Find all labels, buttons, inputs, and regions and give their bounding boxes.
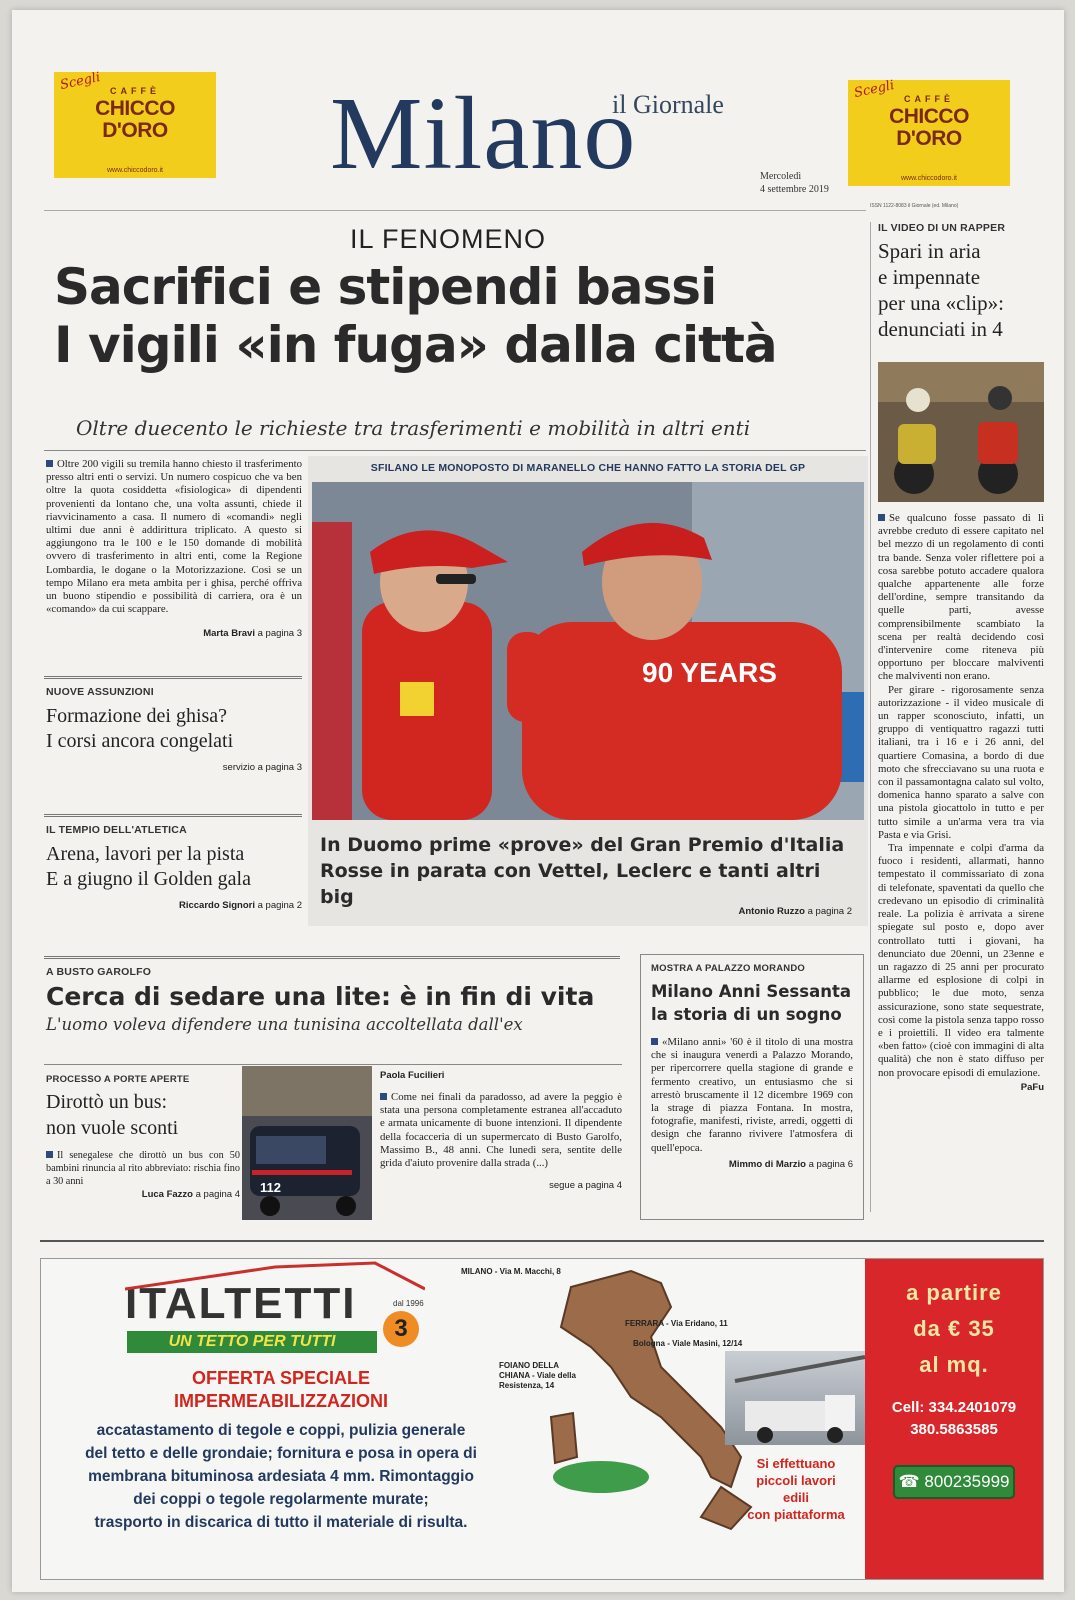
f1-headline[interactable]: In Duomo prime «prove» del Gran Premio d'Italia Rosse in parata con Vettel, Leclerc e tanti altri big <box>320 834 845 908</box>
busto-subhead: L'uomo voleva difendere una tunisina accoltellata dall'ex <box>46 1015 523 1034</box>
bullet-icon <box>878 514 885 521</box>
bus-byline: Luca Fazzo a pagina 4 <box>141 1188 240 1200</box>
ad-price: a partire da € 35 al mq. <box>906 1280 1002 1377</box>
lead-body: Oltre 200 vigili su tremila hanno chiesto il trasferimento presso altri enti o servizi. Un numero cospicuo che va ben oltre la quota cosiddetta «fisiologica» di dipendenti provenienti da lontano che, una volta assunti, chiede il riavvicinamento a casa. Il numero di «comandi» negli ultimi due anni è addirittura triplicato. A questo si aggiungono tra le 100 e le 150 domande di mobilità ovvero di trasferimento in altri enti, come la Regione Lombardia, le dogane o la Motorizzazione. Così se un tempo Milano era meta ambita per i ghisa, perché offriva un buono stipendio e possibilità di carriera, ora è un «comando» da cui scappare. <box>46 458 302 616</box>
newspaper-page <box>12 10 1064 1592</box>
bus-article[interactable] <box>46 1074 240 1200</box>
section-rule <box>44 1064 622 1065</box>
coffee-ad-scegli: Scegli <box>58 69 102 94</box>
atletica-headline: Arena, lavori per la pista E a giugno il Golden gala <box>46 843 251 890</box>
lead-rule <box>44 450 866 451</box>
police-car-photo[interactable] <box>242 1066 372 1220</box>
morando-byline: Mimmo di Marzio a pagina 6 <box>728 1158 853 1170</box>
morando-headline: Milano Anni Sessanta la storia di un sogno <box>651 982 851 1024</box>
police-car-plate: 112 <box>260 1180 281 1195</box>
busto-byline: Paola Fucilieri <box>380 1070 445 1081</box>
issn-line: ISSN 1122-8083 il Giornale (ed. Milano) <box>870 203 959 209</box>
rapper-headline: Spari in aria e impennate per una «clip»: denunciati in 4 <box>878 239 1004 341</box>
rapper-header[interactable] <box>878 222 1048 342</box>
bus-body: Il senegalese che dirottò un bus con 50 bambini rinuncia al rito abbreviato: rischia fino a 30 anni <box>46 1150 240 1188</box>
f1-kicker: SFILANO LE MONOPOSTO DI MARANELLO CHE HANNO FATTO LA STORIA DEL GP <box>370 462 806 474</box>
lead-headline[interactable]: Sacrifici e stipendi bassi I vigili «in fuga» dalla città <box>54 258 777 374</box>
coffee-ad-url: www.chiccodoro.it <box>106 167 164 174</box>
atletica-kicker: IL TEMPIO DELL'ATLETICA <box>46 824 187 836</box>
coffee-ad-right[interactable] <box>848 77 1010 186</box>
rapper-body-3: Tra impennate e colpi d'arma da fuoco i residenti, allarmati, hanno tempestato il commissariato di zona di telefonate, spaventati da quello che credevano un episodio di criminalità reale. La polizia è arrivata a sirene spiegate sul posto e, dopo aver controllato tutti i giovani, ha denunciato due 20enni, un 23enne e un ragazzo di 25 anni per procurato allarme ed esplosione di colpi in pubblico; le due moto, senza assicurazione, sono state sequestrate, così come la pistola senza tappo rosso e i proiettili. Il video era talmente «ben fatto» (cioè con immagini di alta qualità) che non è stato diffuso per non provocare episodi di emulazione. <box>878 842 1044 1079</box>
masthead-rule <box>44 210 866 211</box>
assunzioni-kicker: NUOVE ASSUNZIONI <box>46 686 154 698</box>
coffee-ad-brand: CHICCO D'ORO <box>95 97 175 142</box>
ad-since: dal 1996 <box>393 1299 424 1308</box>
atletica-article[interactable] <box>46 824 302 911</box>
coffee-ad-left[interactable] <box>54 69 216 178</box>
column-divider <box>44 814 302 817</box>
issue-date: Mercoledì 4 settembre 2019 <box>760 171 829 195</box>
morando-kicker: MOSTRA A PALAZZO MORANDO <box>651 963 805 974</box>
coffee-ad-url: www.chiccodoro.it <box>900 175 958 182</box>
busto-article <box>380 1070 622 1191</box>
bullet-icon <box>46 1151 53 1158</box>
bus-kicker: PROCESSO A PORTE APERTE <box>46 1074 190 1085</box>
ad-price-panel <box>865 1259 1043 1580</box>
truck-illustration <box>725 1351 871 1445</box>
ad-brand: ITALTETTI <box>125 1279 357 1328</box>
bus-headline: Dirottò un bus: non vuole sconti <box>46 1091 179 1139</box>
bullet-icon <box>46 460 53 467</box>
coffee-ad-scegli: Scegli <box>852 77 896 102</box>
truck-photo <box>725 1351 871 1445</box>
morando-box[interactable] <box>640 954 864 1220</box>
assunzioni-article[interactable] <box>46 686 302 773</box>
busto-header[interactable] <box>46 966 636 1034</box>
motorbike-photo-illustration <box>878 362 1044 502</box>
coffee-ad-brand: CHICCO D'ORO <box>889 105 969 150</box>
lead-subhead: Oltre duecento le richieste tra trasferimenti e mobilità in altri enti <box>76 416 751 440</box>
italtetti-ad[interactable] <box>40 1258 1044 1580</box>
ad-top-rule <box>40 1240 1044 1242</box>
publication-name: il Giornale <box>612 90 724 119</box>
coffee-ad-caffe: CAFFÈ <box>904 94 954 104</box>
coffee-ad-caffe: CAFFÈ <box>110 86 160 96</box>
busto-body: Come nei finali da paradosso, ad avere la peggio è stata una persona completamente estranea all'accaduto e armata unicamente di buone intenzioni. Il dipendente della focacceria di un supermercato di Busto Garolfo, Massimo B., 48 anni. Che lunedì sera, sentite delle grida d'aiuto provenire dalla strada (...) <box>380 1091 622 1170</box>
lead-byline[interactable]: Marta Bravi a pagina 3 <box>203 628 302 640</box>
atletica-byline: Riccardo Signori a pagina 2 <box>178 900 302 911</box>
rapper-photo[interactable] <box>878 362 1044 502</box>
f1-byline: Antonio Ruzzo a pagina 2 <box>738 906 852 917</box>
busto-kicker: A BUSTO GAROLFO <box>46 966 152 978</box>
lead-kicker: IL FENOMENO <box>350 224 547 254</box>
ad-addr-ferrara: FERRARA - Via Eridano, 11 <box>625 1319 728 1328</box>
ad-number-badge: 3 <box>383 1311 419 1347</box>
f1-photo[interactable] <box>312 482 864 820</box>
bullet-icon <box>380 1093 387 1100</box>
ad-addr-milano: MILANO - Via M. Macchi, 8 <box>461 1267 561 1276</box>
ad-tagline: UN TETTO PER TUTTI <box>127 1331 377 1353</box>
morando-body: «Milano anni» '60 è il titolo di una mostra che si inaugura venerdì a Palazzo Morando, per ripercorrere quella stagione di grande e fermento creativo, un entusiasmo che si arrestò bruscamente il 12 dicembre 1969 con la strage di piazza Fontana. In mostra, fotografie, manifesti, riviste, arredi, oggetti di design che faranno rivivere l'atmosfera di quell'epoca. <box>651 1036 853 1154</box>
f1-shirt-text: 90 YEARS <box>642 657 777 688</box>
busto-ref[interactable]: segue a pagina 4 <box>549 1180 622 1192</box>
busto-headline: Cerca di sedare una lite: è in fin di vita <box>46 982 595 1011</box>
ad-cell[interactable]: Cell: 334.2401079 380.5863585 <box>891 1399 1017 1438</box>
rapper-kicker: IL VIDEO DI UN RAPPER <box>878 222 1006 234</box>
rapper-body-1: Se qualcuno fosse passato di lì avrebbe creduto di essere capitato nel bel mezzo di un regolamento di conti tra bande. Senza voler riflettere poi a cosa sarebbe potuto accadere qualora qualche appartenente alle forze dell'ordine, sempre transitando da quelle parti, avesse comprensibilmente scambiato la scena per realtà decidendo così d'intervenire come riteneva più opportuno per bloccare malviventi che malviventi non erano. <box>878 512 1044 683</box>
rapper-article <box>878 512 1044 1093</box>
police-car-illustration <box>242 1066 372 1220</box>
lead-article <box>46 458 302 639</box>
rapper-byline: PaFu <box>1020 1081 1044 1093</box>
section-rule <box>44 956 620 959</box>
ad-green-number[interactable]: ☎ 800235999 <box>893 1465 1015 1499</box>
masthead-title: Milano <box>330 76 637 191</box>
ad-offer: OFFERTA SPECIALE IMPERMEABILIZZAZIONI <box>174 1368 388 1411</box>
bullet-icon <box>651 1038 658 1045</box>
assunzioni-ref: servizio a pagina 3 <box>222 762 302 773</box>
right-column-divider <box>870 222 871 1212</box>
column-divider <box>44 676 302 679</box>
ad-description: accatastamento di tegole e coppi, pulizia generale del tetto e delle grondaie; fornitura e posa in opera di membrana bituminosa ardesiata 4 mm. Rimontaggio dei coppi o tegole regolarmente murate; trasporto in discarica di tutto il materiale di risulta. <box>85 1422 477 1531</box>
assunzioni-headline: Formazione dei ghisa? I corsi ancora congelati <box>46 705 234 752</box>
ad-small-jobs: Si effettuano piccoli lavori edili con piattaforma <box>747 1456 845 1522</box>
ad-addr-foiano: FOIANO DELLA CHIANA - Viale della Resistenza, 14 <box>499 1361 576 1390</box>
f1-photo-illustration <box>312 482 864 820</box>
ad-addr-bologna: Bologna - Viale Masini, 12/14 <box>633 1339 743 1348</box>
roof-icon <box>125 1261 425 1291</box>
phone-icon: ☎ <box>898 1472 920 1491</box>
rapper-body-2: Per girare - rigorosamente senza autorizzazione - il video musicale di un rapper sconosciuto, infatti, un gruppo di ventiquattro ragazzi tutti italiani, tra i 16 e i 26 anni, del quartiere Comasina, a bordo di due moto che sfrecciavano su una ruota e con il passamontagna calato sul volto, domenica hanno sparato a salve con una pistola giocattolo in tutto e per tutto simile a un'arma vera tra via Pasta e via Grisi. <box>878 683 1044 841</box>
